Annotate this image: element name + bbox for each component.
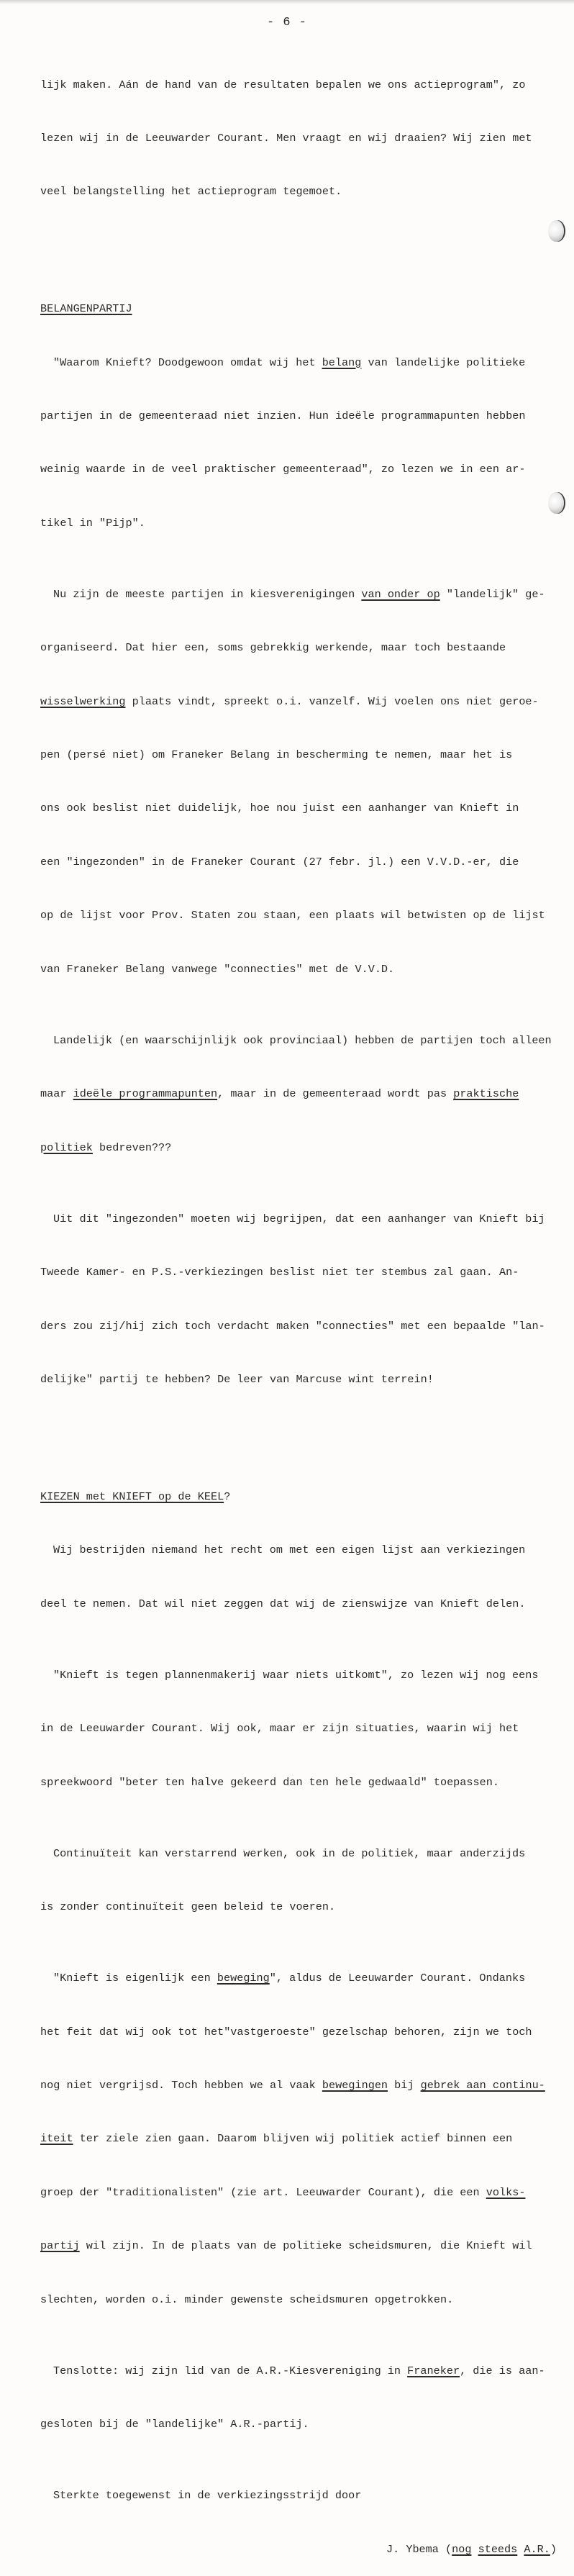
text-line: pen (persé niet) om Franeker Belang in bescherming te nemen, maar het is [40,748,513,762]
heading-text: KIEZEN met KNIEFT op de KEEL [40,1489,224,1503]
text-line: Nu zijn de meeste partijen in kiesverenigingen van onder op "landelijk" ge- [53,587,545,601]
text-line: deel te nemen. Dat wil niet zeggen dat wij de zienswijze van Knieft delen. [40,1597,526,1610]
page-number: - 6 - [266,16,307,30]
text-line: van Franeker Belang vanwege "connecties" met de V.V.D. [40,962,395,976]
text-line: is zonder continuïteit geen beleid te voeren. [40,1900,336,1914]
text-line: lijk maken. Aán de hand van de resultaten bepalen we ons actieprogram", zo [40,78,526,91]
text-line: Uit dit "ingezonden" moeten wij begrijpen, dat een aanhanger van Knieft bij [53,1212,545,1225]
text-line: partijen in de gemeenteraad niet inzien. Hun ideële programmapunten hebben [40,409,526,422]
text-line: organiseerd. Dat hier een, soms gebrekkig werkende, maar toch bestaande [40,641,506,655]
section-heading-kiezen: KIEZEN met KNIEFT op de KEEL? [40,1488,558,1506]
text-line: slechten, worden o.i. minder gewenste scheidsmuren opgetrokken. [40,2292,454,2306]
text-line: "Knieft is tegen plannenmakerij waar niets uitkomt", zo lezen wij nog eens [53,1668,539,1682]
text-line: veel belangstelling het actieprogram tegemoet. [40,185,342,199]
text-line: Continuïteit kan verstarrend werken, ook in de politiek, maar anderzijds [53,1846,526,1860]
text-line: Landelijk (en waarschijnlijk ook provinciaal) hebben de partijen toch alleen [53,1033,552,1047]
section-heading-belangenpartij [40,300,558,318]
text-line: gesloten bij de "landelijke" A.R.-partij. [40,2418,309,2431]
text-line: ders zou zij/hij zich toch verdacht maken "connecties" met een bepaalde "lan- [40,1319,545,1333]
text-line: Wij bestrijden niemand het recht om met een eigen lijst aan verkiezingen [53,1543,526,1557]
text-line: een "ingezonden" in de Franeker Courant (27 febr. jl.) een V.V.D.-er, die [40,855,519,869]
text-line: nog niet vergrijsd. Toch hebben we al vaak bewegingen bij gebrek aan continu- [40,2079,545,2092]
text-line: wisselwerking plaats vindt, spreekt o.i. vanzelf. Wij voelen ons niet geroe- [40,694,539,708]
text-line: lezen wij in de Leeuwarder Courant. Men vraagt en wij draaien? Wij zien met [40,131,532,145]
text-line: weinig waarde in de veel praktischer gemeenteraad", zo lezen we in een ar- [40,463,526,476]
text-line: politiek bedreven??? [40,1140,172,1154]
text-line: "Waarom Knieft? Doodgewoon omdat wij het belang van landelijke politieke [53,355,526,369]
text-line: maar ideële programmapunten, maar in de gemeenteraad wordt pas praktische [40,1087,519,1101]
text-line: "Knieft is eigenlijk een beweging", aldus de Leeuwarder Courant. Ondanks [53,1972,526,1985]
text-line: spreekwoord "beter ten halve gekeerd dan ten hele gedwaald" toepassen. [40,1775,499,1789]
text-line: delijke" partij te hebben? De leer van Marcuse wint terrein! [40,1372,434,1386]
text-line: iteit ter ziele zien gaan. Daarom blijven wij politiek actief binnen een [40,2132,513,2146]
text-line: Tenslotte: wij zijn lid van de A.R.-Kiesvereniging in Franeker, die is aan- [53,2364,545,2377]
text-line: Tweede Kamer- en P.S.-verkiezingen beslist niet ter stembus zal gaan. An- [40,1266,519,1279]
document-body [40,40,558,2576]
text-line: ons ook beslist niet duidelijk, hoe nou juist een aanhanger van Knieft in [40,802,519,815]
text-line: in de Leeuwarder Courant. Wij ook, maar er zijn situaties, waarin wij het [40,1722,519,1736]
text-line: tikel in "Pijp". [40,516,145,530]
text-line: het feit dat wij ook tot het"vastgeroeste" gezelschap behoren, zijn we toch [40,2025,532,2038]
text-line: groep der "traditionalisten" (zie art. Leeuwarder Courant), die een volks- [40,2185,526,2199]
text-line: op de lijst voor Prov. Staten zou staan, een plaats wil betwisten op de lijst [40,909,545,922]
page-edge [0,0,574,4]
text-line: Sterkte toegewenst in de verkiezingsstrijd door [53,2489,362,2503]
heading-text: BELANGENPARTIJ [40,302,132,316]
text-line: partij wil zijn. In de plaats van de politieke scheidsmuren, die Knieft wil [40,2239,532,2253]
signature: J. Ybema (nog steeds A.R.) [386,2542,557,2556]
